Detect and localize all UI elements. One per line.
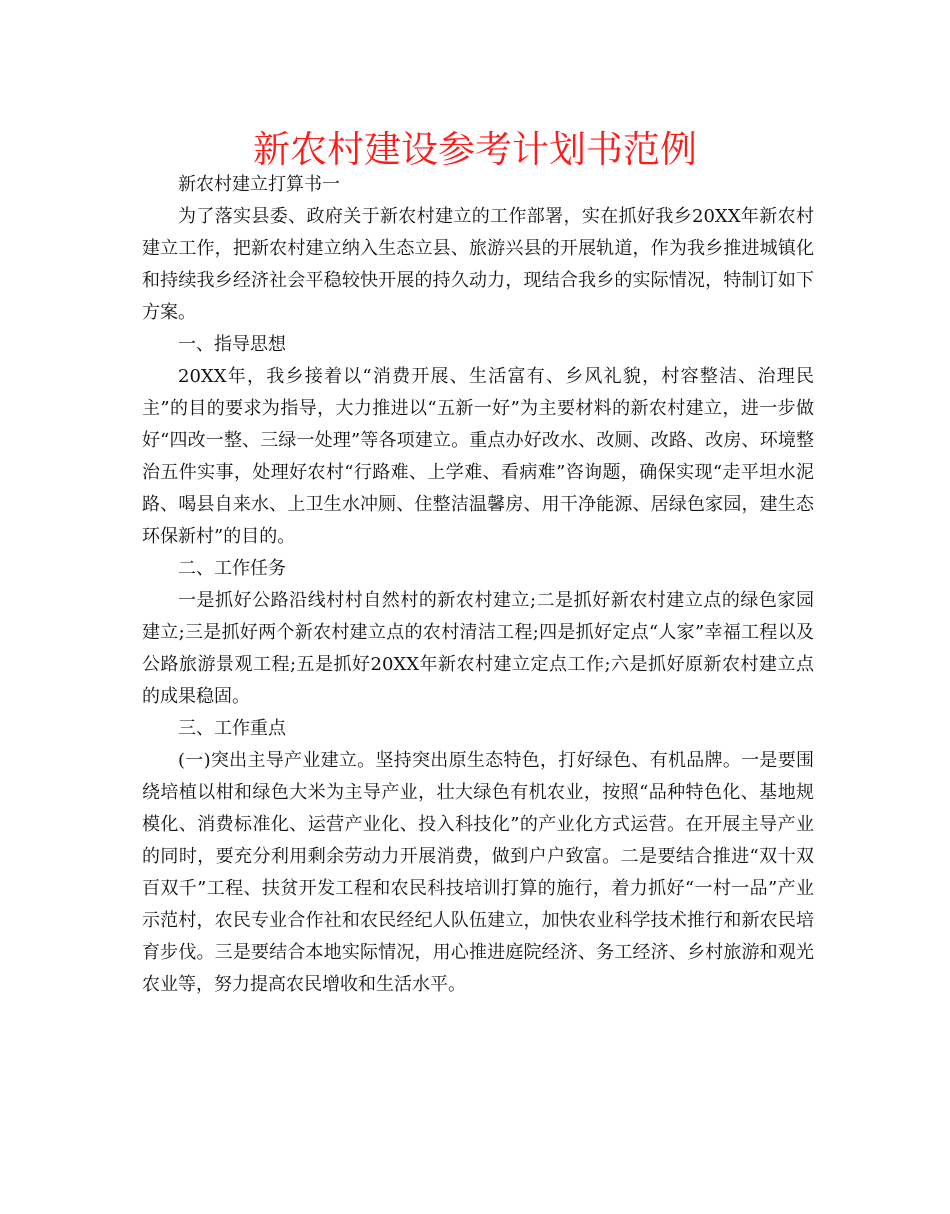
paragraph-intro: 为了落实县委、政府关于新农村建立的工作部署，实在抓好我乡20XX年新农村建立工作，把新农村建立纳入生态立县、旅游兴县的开展轨道，作为我乡推进城镇化和持续我乡经济社会平稳较快开展的持久动力，现结合我乡的实际情况，特制订如下方案。 — [142, 206, 814, 323]
section-heading-work-focus: 三、工作重点 — [178, 718, 286, 739]
section-heading-work-tasks: 二、工作任务 — [178, 558, 286, 579]
paragraph-work-tasks: 一是抓好公路沿线村村自然村的新农村建立;二是抓好新农村建立点的绿色家园建立;三是抓好两个新农村建立点的农村清洁工程;四是抓好定点“人家”幸福工程以及公路旅游景观工程;五是抓好20XX年新农村建立定点工作;六是抓好原新农村建立点的成果稳固。 — [142, 590, 814, 707]
paragraph-plan-heading: 新农村建立打算书一 — [178, 174, 340, 195]
document-body — [142, 169, 814, 1001]
document-title: 新农村建设参考计划书范例 — [253, 128, 697, 171]
paragraph-work-focus: (一)突出主导产业建立。坚持突出原生态特色，打好绿色、有机品牌。一是要围绕培植以柑和绿色大米为主导产业，壮大绿色有机农业，按照“品种特色化、基地规模化、消费标准化、运营产业化、投入科技化”的产业化方式运营。在开展主导产业的同时，要充分利用剩余劳动力开展消费，做到户户致富。二是要结合推进“双十双百双千”工程、扶贫开发工程和农民科技培训打算的施行，着力抓好“一村一品”产业示范村，农民专业合作社和农民经纪人队伍建立，加快农业科学技术推行和新农民培育步伐。三是要结合本地实际情况，用心推进庭院经济、务工经济、乡村旅游和观光农业等，努力提高农民增收和生活水平。 — [142, 750, 814, 995]
paragraph-guiding-thought: 20XX年，我乡接着以“消费开展、生活富有、乡风礼貌，村容整洁、治理民主”的目的要求为指导，大力推进以“五新一好”为主要材料的新农村建立，进一步做好“四改一整、三绿一处理”等各项建立。重点办好改水、改厕、改路、改房、环境整治五件实事，处理好农村“行路难、上学难、看病难”咨询题，确保实现“走平坦水泥路、喝县自来水、上卫生水冲厕、住整洁温馨房、用干净能源、居绿色家园，建生态环保新村”的目的。 — [142, 366, 814, 547]
section-heading-guiding-thought: 一、指导思想 — [178, 334, 286, 355]
